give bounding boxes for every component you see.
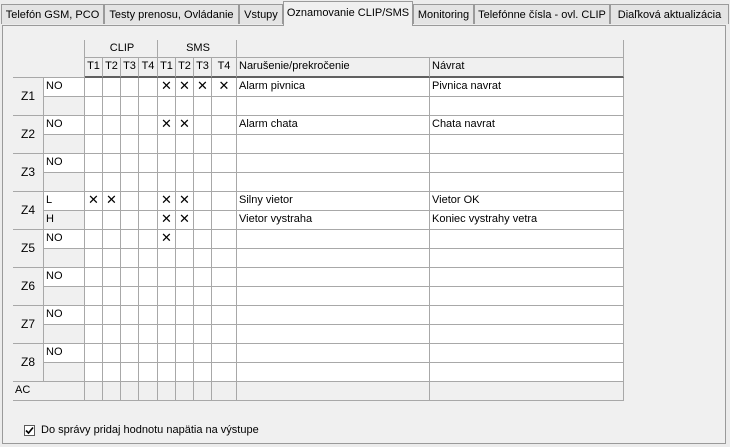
clip-t1-cell[interactable] bbox=[85, 230, 103, 249]
sms-t2-cell[interactable]: ✕ bbox=[176, 116, 194, 135]
sms-t4-cell[interactable] bbox=[212, 211, 237, 230]
sms-t1-cell[interactable]: ✕ bbox=[158, 192, 176, 211]
clip-t3-cell[interactable] bbox=[121, 344, 139, 363]
sms-t4-cell[interactable] bbox=[212, 287, 237, 306]
zone-type-cell[interactable] bbox=[44, 325, 85, 344]
sms-t2-cell[interactable] bbox=[176, 230, 194, 249]
clip-t1-cell[interactable] bbox=[85, 97, 103, 116]
sms-t4-cell[interactable] bbox=[212, 344, 237, 363]
sms-t3-cell[interactable] bbox=[194, 173, 212, 192]
clip-t2-cell[interactable] bbox=[103, 230, 121, 249]
voltage-checkbox-label: Do správy pridaj hodnotu napätia na výstupe bbox=[41, 424, 259, 436]
header-clip-t3: T3 bbox=[121, 58, 139, 78]
clip-t1-cell[interactable] bbox=[85, 116, 103, 135]
sms-t1-cell[interactable]: ✕ bbox=[158, 211, 176, 230]
zone-type-cell[interactable]: NO bbox=[44, 306, 85, 325]
clip-t2-cell[interactable]: ✕ bbox=[103, 192, 121, 211]
violation-text-cell[interactable] bbox=[237, 249, 430, 268]
sms-t1-cell[interactable] bbox=[158, 363, 176, 382]
clip-t4-cell[interactable] bbox=[139, 116, 158, 135]
sms-t2-cell[interactable] bbox=[176, 306, 194, 325]
sms-t2-cell[interactable] bbox=[176, 287, 194, 306]
header-clip: CLIP bbox=[85, 40, 158, 58]
violation-text-cell[interactable]: Vietor vystraha bbox=[237, 211, 430, 230]
sms-t1-cell[interactable] bbox=[158, 154, 176, 173]
sms-t3-cell[interactable] bbox=[194, 135, 212, 154]
clip-t2-cell[interactable] bbox=[103, 211, 121, 230]
zone-type-cell[interactable]: NO bbox=[44, 116, 85, 135]
ac-sms-t2-cell[interactable] bbox=[176, 382, 194, 401]
sms-t3-cell[interactable] bbox=[194, 249, 212, 268]
clip-t1-cell[interactable] bbox=[85, 173, 103, 192]
clip-t3-cell[interactable] bbox=[121, 211, 139, 230]
sms-t3-cell[interactable] bbox=[194, 344, 212, 363]
violation-text-cell[interactable] bbox=[237, 230, 430, 249]
clip-t3-cell[interactable] bbox=[121, 116, 139, 135]
clip-t2-cell[interactable] bbox=[103, 173, 121, 192]
sms-t1-cell[interactable]: ✕ bbox=[158, 116, 176, 135]
sms-t1-cell[interactable] bbox=[158, 135, 176, 154]
zone-type-cell[interactable] bbox=[44, 97, 85, 116]
violation-text-cell[interactable] bbox=[237, 325, 430, 344]
ac-sms-t3-cell[interactable] bbox=[194, 382, 212, 401]
ac-violation-cell[interactable] bbox=[237, 382, 430, 401]
clip-t3-cell[interactable] bbox=[121, 97, 139, 116]
ac-return-cell[interactable] bbox=[430, 382, 624, 401]
sms-t2-cell[interactable] bbox=[176, 325, 194, 344]
sms-t4-cell[interactable] bbox=[212, 306, 237, 325]
clip-t2-cell[interactable] bbox=[103, 325, 121, 344]
clip-t3-cell[interactable] bbox=[121, 325, 139, 344]
return-text-cell[interactable]: Pivnica navrat bbox=[430, 78, 624, 97]
clip-t2-cell[interactable] bbox=[103, 344, 121, 363]
clip-t3-cell[interactable] bbox=[121, 135, 139, 154]
clip-t3-cell[interactable] bbox=[121, 192, 139, 211]
sms-t3-cell[interactable] bbox=[194, 306, 212, 325]
tab-gsm-pco[interactable]: Telefón GSM, PCO bbox=[1, 4, 104, 24]
return-text-cell[interactable]: Chata navrat bbox=[430, 116, 624, 135]
sms-t4-cell[interactable] bbox=[212, 230, 237, 249]
zone-type-cell[interactable]: NO bbox=[44, 230, 85, 249]
tab-bar bbox=[0, 0, 730, 26]
clip-t2-cell[interactable] bbox=[103, 135, 121, 154]
clip-t4-cell[interactable] bbox=[139, 230, 158, 249]
clip-t3-cell[interactable] bbox=[121, 363, 139, 382]
zone-type-cell[interactable]: NO bbox=[44, 344, 85, 363]
sms-t2-cell[interactable] bbox=[176, 173, 194, 192]
zone-type-cell[interactable] bbox=[44, 287, 85, 306]
violation-text-cell[interactable]: Silny vietor bbox=[237, 192, 430, 211]
zone-type-cell[interactable]: NO bbox=[44, 154, 85, 173]
ac-clip-t2-cell[interactable] bbox=[103, 382, 121, 401]
sms-t1-cell[interactable] bbox=[158, 173, 176, 192]
clip-t2-cell[interactable] bbox=[103, 249, 121, 268]
return-text-cell[interactable] bbox=[430, 97, 624, 116]
clip-t4-cell[interactable] bbox=[139, 192, 158, 211]
clip-t3-cell[interactable] bbox=[121, 249, 139, 268]
clip-t2-cell[interactable] bbox=[103, 306, 121, 325]
sms-t3-cell[interactable] bbox=[194, 192, 212, 211]
sms-t1-cell[interactable] bbox=[158, 325, 176, 344]
clip-t4-cell[interactable] bbox=[139, 173, 158, 192]
sms-t3-cell[interactable] bbox=[194, 325, 212, 344]
return-text-cell[interactable]: Vietor OK bbox=[430, 192, 624, 211]
sms-t4-cell[interactable] bbox=[212, 116, 237, 135]
clip-t3-cell[interactable] bbox=[121, 173, 139, 192]
sms-t1-cell[interactable]: ✕ bbox=[158, 78, 176, 97]
ac-sms-t4-cell[interactable] bbox=[212, 382, 237, 401]
sms-t4-cell[interactable] bbox=[212, 192, 237, 211]
sms-t2-cell[interactable] bbox=[176, 249, 194, 268]
zone-type-cell[interactable]: NO bbox=[44, 78, 85, 97]
clip-t2-cell[interactable] bbox=[103, 154, 121, 173]
return-text-cell[interactable] bbox=[430, 135, 624, 154]
clip-t2-cell[interactable] bbox=[103, 116, 121, 135]
clip-t1-cell[interactable] bbox=[85, 154, 103, 173]
clip-t2-cell[interactable] bbox=[103, 287, 121, 306]
sms-t2-cell[interactable] bbox=[176, 135, 194, 154]
sms-t4-cell[interactable] bbox=[212, 173, 237, 192]
clip-t4-cell[interactable] bbox=[139, 287, 158, 306]
clip-t1-cell[interactable] bbox=[85, 268, 103, 287]
clip-t1-cell[interactable] bbox=[85, 249, 103, 268]
return-text-cell[interactable] bbox=[430, 230, 624, 249]
sms-t2-cell[interactable] bbox=[176, 97, 194, 116]
header-return: Návrat bbox=[430, 58, 624, 78]
sms-t1-cell[interactable] bbox=[158, 287, 176, 306]
tab-inputs[interactable]: Vstupy bbox=[239, 4, 283, 24]
tab-phone-numbers[interactable]: Telefónne čísla - ovl. CLIP bbox=[474, 4, 610, 24]
sms-t2-cell[interactable] bbox=[176, 268, 194, 287]
return-text-cell[interactable] bbox=[430, 363, 624, 382]
ac-clip-t4-cell[interactable] bbox=[139, 382, 158, 401]
sms-t1-cell[interactable] bbox=[158, 344, 176, 363]
violation-text-cell[interactable]: Alarm pivnica bbox=[237, 78, 430, 97]
zone-label-z7: Z7 bbox=[13, 306, 44, 344]
clip-t4-cell[interactable] bbox=[139, 325, 158, 344]
return-text-cell[interactable] bbox=[430, 287, 624, 306]
violation-text-cell[interactable] bbox=[237, 344, 430, 363]
violation-text-cell[interactable] bbox=[237, 97, 430, 116]
zone-type-cell[interactable]: NO bbox=[44, 268, 85, 287]
voltage-checkbox[interactable] bbox=[24, 425, 35, 436]
clip-t1-cell[interactable] bbox=[85, 306, 103, 325]
sms-t2-cell[interactable]: ✕ bbox=[176, 211, 194, 230]
sms-t4-cell[interactable] bbox=[212, 97, 237, 116]
header-clip-t2: T2 bbox=[103, 58, 121, 78]
clip-t4-cell[interactable] bbox=[139, 154, 158, 173]
sms-t2-cell[interactable] bbox=[176, 154, 194, 173]
zone-label-z3: Z3 bbox=[13, 154, 44, 192]
zone-label-z5: Z5 bbox=[13, 230, 44, 268]
clip-t4-cell[interactable] bbox=[139, 306, 158, 325]
clip-t4-cell[interactable] bbox=[139, 97, 158, 116]
sms-t3-cell[interactable] bbox=[194, 268, 212, 287]
sms-t3-cell[interactable] bbox=[194, 287, 212, 306]
return-text-cell[interactable] bbox=[430, 249, 624, 268]
clip-t1-cell[interactable] bbox=[85, 363, 103, 382]
tab-remote-update[interactable]: Diaľková aktualizácia bbox=[610, 4, 729, 24]
clip-t1-cell[interactable] bbox=[85, 287, 103, 306]
clip-t1-cell[interactable] bbox=[85, 135, 103, 154]
clip-t3-cell[interactable] bbox=[121, 268, 139, 287]
zone-label-z2: Z2 bbox=[13, 116, 44, 154]
sms-t2-cell[interactable]: ✕ bbox=[176, 192, 194, 211]
return-text-cell[interactable]: Koniec vystrahy vetra bbox=[430, 211, 624, 230]
header-violation: Narušenie/prekročenie bbox=[237, 58, 430, 78]
zone-label-z6: Z6 bbox=[13, 268, 44, 306]
return-text-cell[interactable] bbox=[430, 173, 624, 192]
return-text-cell[interactable] bbox=[430, 268, 624, 287]
zone-type-cell[interactable] bbox=[44, 363, 85, 382]
clip-t4-cell[interactable] bbox=[139, 211, 158, 230]
sms-t4-cell[interactable] bbox=[212, 154, 237, 173]
sms-t1-cell[interactable] bbox=[158, 97, 176, 116]
sms-t2-cell[interactable] bbox=[176, 363, 194, 382]
clip-t4-cell[interactable] bbox=[139, 78, 158, 97]
clip-t2-cell[interactable] bbox=[103, 363, 121, 382]
tab-monitoring[interactable]: Monitoring bbox=[413, 4, 474, 24]
clip-t1-cell[interactable] bbox=[85, 78, 103, 97]
ac-sms-t1-cell[interactable] bbox=[158, 382, 176, 401]
zone-type-cell[interactable]: L bbox=[44, 192, 85, 211]
sms-t1-cell[interactable]: ✕ bbox=[158, 230, 176, 249]
zone-label-z4: Z4 bbox=[13, 192, 44, 230]
zone-type-cell[interactable] bbox=[44, 173, 85, 192]
header-sms-t4: T4 bbox=[212, 58, 237, 78]
ac-clip-t3-cell[interactable] bbox=[121, 382, 139, 401]
header-sms: SMS bbox=[158, 40, 237, 58]
sms-t1-cell[interactable] bbox=[158, 249, 176, 268]
tab-tests-control[interactable]: Testy prenosu, Ovládanie bbox=[104, 4, 239, 24]
clip-t2-cell[interactable] bbox=[103, 97, 121, 116]
sms-t3-cell[interactable] bbox=[194, 230, 212, 249]
zone-type-cell[interactable]: H bbox=[44, 211, 85, 230]
clip-t4-cell[interactable] bbox=[139, 268, 158, 287]
sms-t3-cell[interactable] bbox=[194, 363, 212, 382]
zone-label-ac: AC bbox=[13, 382, 85, 401]
clip-t2-cell[interactable] bbox=[103, 268, 121, 287]
zone-type-cell[interactable] bbox=[44, 135, 85, 154]
clip-t4-cell[interactable] bbox=[139, 344, 158, 363]
clip-t3-cell[interactable] bbox=[121, 154, 139, 173]
sms-t2-cell[interactable]: ✕ bbox=[176, 78, 194, 97]
clip-t2-cell[interactable] bbox=[103, 78, 121, 97]
sms-t3-cell[interactable] bbox=[194, 116, 212, 135]
violation-text-cell[interactable] bbox=[237, 268, 430, 287]
sms-t3-cell[interactable] bbox=[194, 97, 212, 116]
clip-t4-cell[interactable] bbox=[139, 135, 158, 154]
return-text-cell[interactable] bbox=[430, 325, 624, 344]
return-text-cell[interactable] bbox=[430, 154, 624, 173]
zone-type-cell[interactable] bbox=[44, 249, 85, 268]
header-clip-t4: T4 bbox=[139, 58, 158, 78]
violation-text-cell[interactable] bbox=[237, 173, 430, 192]
tab-clip-sms[interactable]: Oznamovanie CLIP/SMS bbox=[283, 1, 413, 26]
violation-text-cell[interactable] bbox=[237, 363, 430, 382]
sms-t4-cell[interactable] bbox=[212, 363, 237, 382]
return-text-cell[interactable] bbox=[430, 306, 624, 325]
clip-t1-cell[interactable]: ✕ bbox=[85, 192, 103, 211]
header-sms-t1: T1 bbox=[158, 58, 176, 78]
zone-label-z8: Z8 bbox=[13, 344, 44, 382]
sms-t4-cell[interactable]: ✕ bbox=[212, 78, 237, 97]
clip-t4-cell[interactable] bbox=[139, 363, 158, 382]
sms-t4-cell[interactable] bbox=[212, 325, 237, 344]
clip-t3-cell[interactable] bbox=[121, 287, 139, 306]
header-empty bbox=[237, 40, 624, 58]
sms-t3-cell[interactable] bbox=[194, 211, 212, 230]
sms-t1-cell[interactable] bbox=[158, 268, 176, 287]
violation-text-cell[interactable] bbox=[237, 154, 430, 173]
sms-t4-cell[interactable] bbox=[212, 268, 237, 287]
clip-t3-cell[interactable] bbox=[121, 306, 139, 325]
clip-t1-cell[interactable] bbox=[85, 211, 103, 230]
violation-text-cell[interactable] bbox=[237, 135, 430, 154]
ac-clip-t1-cell[interactable] bbox=[85, 382, 103, 401]
sms-t3-cell[interactable] bbox=[194, 154, 212, 173]
header-clip-t1: T1 bbox=[85, 58, 103, 78]
clip-t3-cell[interactable] bbox=[121, 230, 139, 249]
header-corner bbox=[13, 40, 85, 78]
violation-text-cell[interactable]: Alarm chata bbox=[237, 116, 430, 135]
sms-t3-cell[interactable]: ✕ bbox=[194, 78, 212, 97]
header-sms-t2: T2 bbox=[176, 58, 194, 78]
header-sms-t3: T3 bbox=[194, 58, 212, 78]
clip-t4-cell[interactable] bbox=[139, 249, 158, 268]
sms-t1-cell[interactable] bbox=[158, 306, 176, 325]
notification-grid bbox=[13, 40, 624, 400]
violation-text-cell[interactable] bbox=[237, 306, 430, 325]
sms-t4-cell[interactable] bbox=[212, 135, 237, 154]
clip-t3-cell[interactable] bbox=[121, 78, 139, 97]
sms-t4-cell[interactable] bbox=[212, 249, 237, 268]
return-text-cell[interactable] bbox=[430, 344, 624, 363]
clip-t1-cell[interactable] bbox=[85, 325, 103, 344]
checkmark-icon bbox=[25, 426, 34, 435]
clip-t1-cell[interactable] bbox=[85, 344, 103, 363]
sms-t2-cell[interactable] bbox=[176, 344, 194, 363]
zone-label-z1: Z1 bbox=[13, 78, 44, 116]
voltage-checkbox-row[interactable] bbox=[24, 422, 259, 438]
violation-text-cell[interactable] bbox=[237, 287, 430, 306]
